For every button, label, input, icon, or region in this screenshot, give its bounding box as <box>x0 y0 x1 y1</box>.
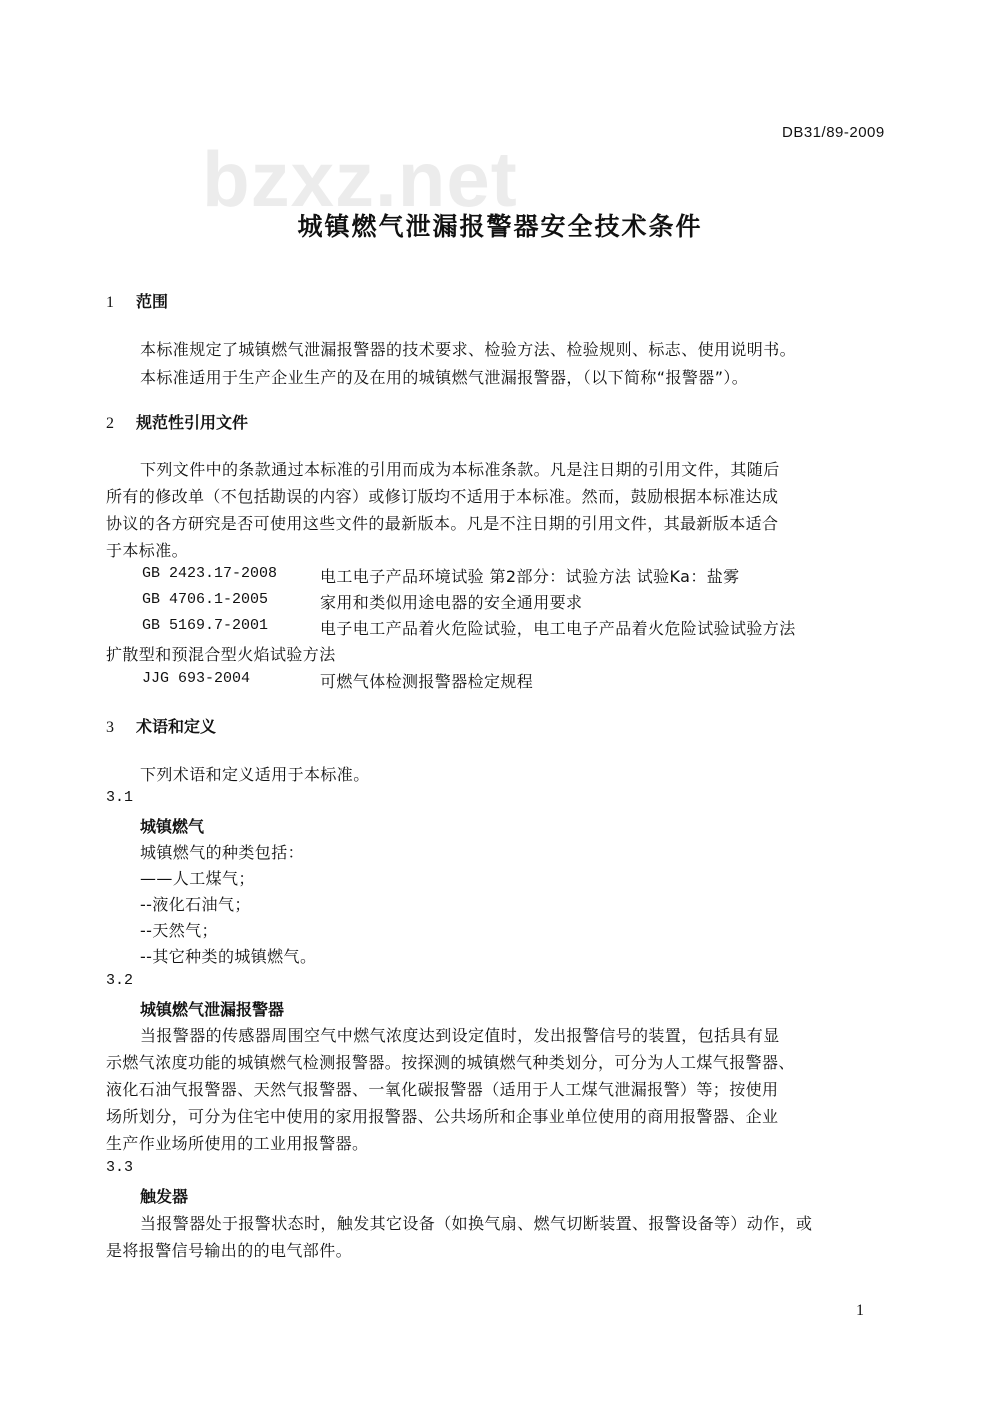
subsection-number: 3.2 <box>106 972 134 989</box>
standard-number: DB31/89-2009 <box>782 124 885 141</box>
reference-code: GB 5169.7-2001 <box>142 617 269 634</box>
reference-title: 家用和类似用途电器的安全通用要求 <box>320 593 583 612</box>
paragraph-line: 本标准规定了城镇燃气泄漏报警器的技术要求、检验方法、检验规则、标志、使用说明书。 <box>140 340 797 359</box>
term-title: 城镇燃气 <box>140 817 205 836</box>
section-number: 1 <box>106 294 114 311</box>
term-title: 触发器 <box>140 1187 189 1206</box>
paragraph-line: 当报警器的传感器周围空气中燃气浓度达到设定值时，发出报警信号的装置，包括具有显 <box>140 1026 780 1045</box>
reference-title: 电子电工产品着火危险试验，电工电子产品着火危险试验试验方法 <box>320 619 796 638</box>
document-title: 城镇燃气泄漏报警器安全技术条件 <box>297 212 703 241</box>
list-item: --其它种类的城镇燃气。 <box>140 947 317 966</box>
watermark: bzxz.net <box>202 135 518 223</box>
term-title: 城镇燃气泄漏报警器 <box>140 1000 285 1019</box>
subsection-number: 3.1 <box>106 789 134 806</box>
section-number: 3 <box>106 719 114 736</box>
paragraph-line: 于本标准。 <box>106 541 189 560</box>
section-number: 2 <box>106 415 114 432</box>
paragraph-line: 液化石油气报警器、天然气报警器、一氧化碳报警器（适用于人工煤气泄漏报警）等；按使用 <box>106 1080 779 1099</box>
page-number: 1 <box>856 1302 864 1319</box>
paragraph-line: 当报警器处于报警状态时，触发其它设备（如换气扇、燃气切断装置、报警设备等）动作，或 <box>140 1214 813 1233</box>
paragraph-line: 是将报警信号输出的的电气部件。 <box>106 1241 353 1260</box>
paragraph-line: 所有的修改单（不包括勘误的内容）或修订版均不适用于本标准。然而，鼓励根据本标准达成 <box>106 487 779 506</box>
list-item: ——人工煤气； <box>140 869 255 888</box>
reference-title: 电工电子产品环境试验 第2部分：试验方法 试验Ka：盐雾 <box>320 567 740 586</box>
list-item: --液化石油气； <box>140 895 251 914</box>
section-title: 术语和定义 <box>136 717 217 736</box>
list-item: --天然气； <box>140 921 218 940</box>
paragraph-line: 生产作业场所使用的工业用报警器。 <box>106 1134 369 1153</box>
paragraph-line: 下列文件中的条款通过本标准的引用而成为本标准条款。凡是注日期的引用文件，其随后 <box>140 460 780 479</box>
reference-code: JJG 693-2004 <box>142 670 251 687</box>
reference-code: GB 4706.1-2005 <box>142 591 269 608</box>
reference-code: GB 2423.17-2008 <box>142 565 278 582</box>
section-3-heading <box>106 714 216 737</box>
reference-title-continued: 扩散型和预混合型火焰试验方法 <box>106 645 336 664</box>
paragraph-line: 城镇燃气的种类包括： <box>140 843 305 862</box>
paragraph-line: 示燃气浓度功能的城镇燃气检测报警器。按探测的城镇燃气种类划分，可分为人工煤气报警器、 <box>106 1053 795 1072</box>
reference-title: 可燃气体检测报警器检定规程 <box>320 672 534 691</box>
section-title: 规范性引用文件 <box>136 413 249 432</box>
subsection-number: 3.3 <box>106 1159 134 1176</box>
paragraph-line: 协议的各方研究是否可使用这些文件的最新版本。凡是不注日期的引用文件，其最新版本适合 <box>106 514 779 533</box>
section-2-heading <box>106 410 248 433</box>
section-1-heading <box>106 289 168 312</box>
paragraph-line: 下列术语和定义适用于本标准。 <box>140 765 370 784</box>
section-title: 范围 <box>136 292 169 311</box>
paragraph-line: 本标准适用于生产企业生产的及在用的城镇燃气泄漏报警器，（以下简称“报警器”）。 <box>140 368 749 387</box>
paragraph-line: 场所划分，可分为住宅中使用的家用报警器、公共场所和企事业单位使用的商用报警器、企业 <box>106 1107 779 1126</box>
